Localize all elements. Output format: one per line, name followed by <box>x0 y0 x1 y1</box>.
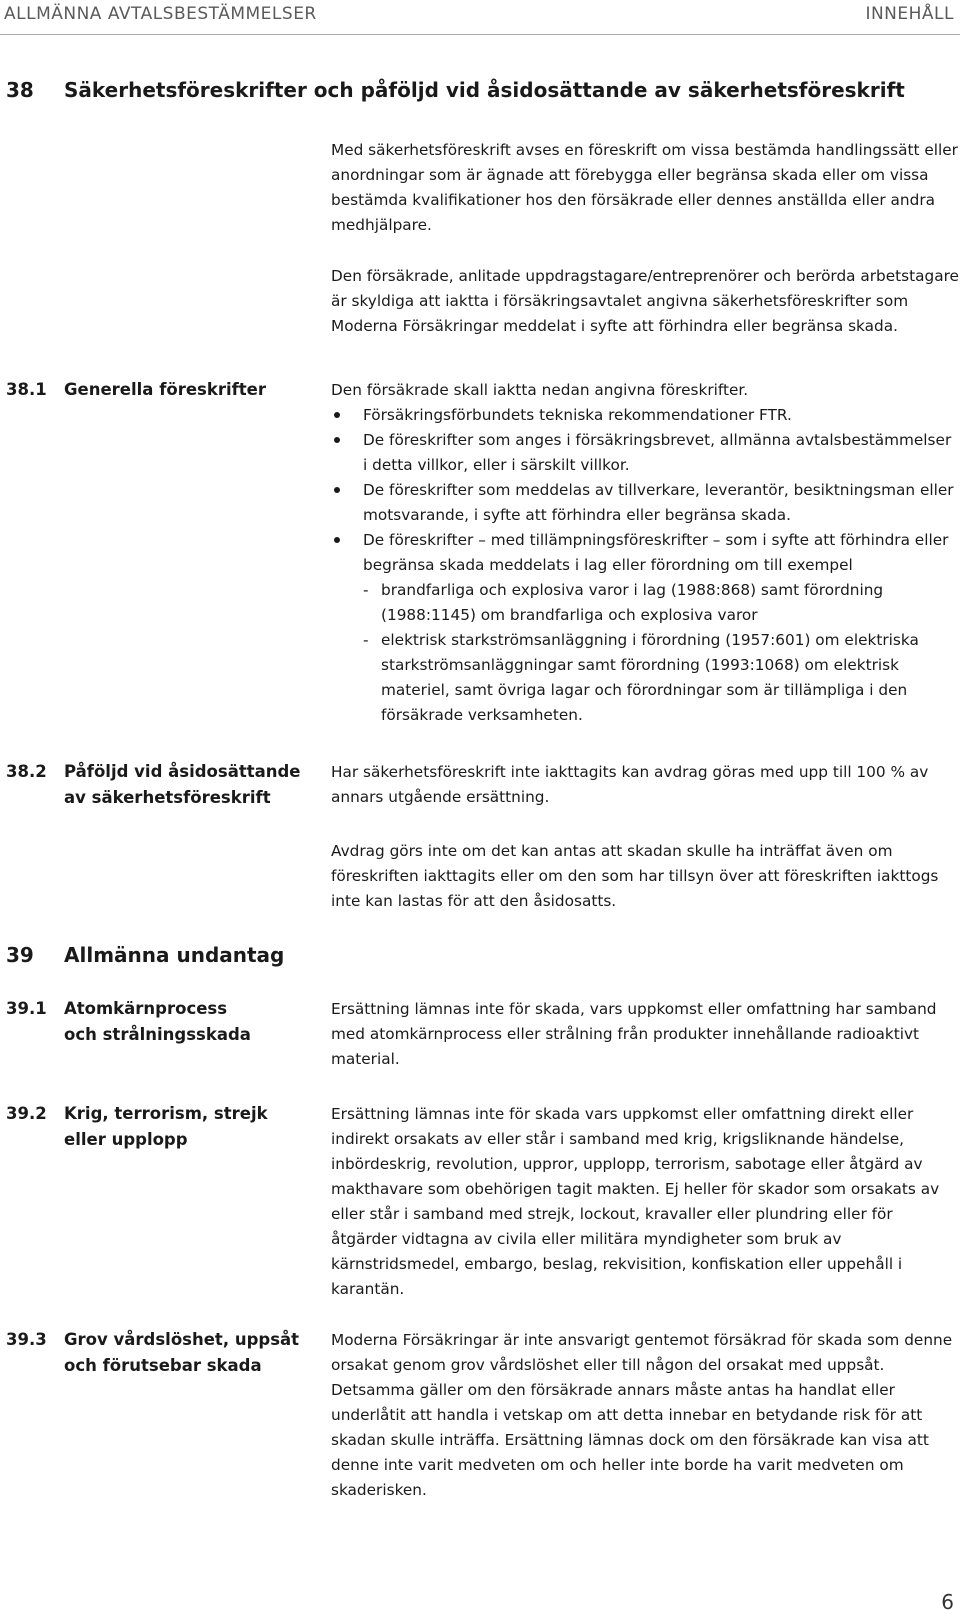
dash-marker: - <box>363 581 369 599</box>
paragraph: Moderna Försäkringar är inte ansvarigt gentemot försäkrad för skada som denne orsakat genom grov vårdslöshet eller till någon del orsakat med uppsåt. Detsamma gäller om den försäkrade annars måste antas ha handlat eller underlåtit att handla i vetskap om att detta innebar en betydande risk för att skadan skulle inträffa. Ersättning lämnas dock om den försäkrade kan visa att denne inte varit medveten om och heller inte borde ha varit medveten om skaderisken. <box>331 1331 953 1499</box>
subsection-title-line: eller upplopp <box>64 1130 188 1149</box>
section-38-intro <box>331 138 959 238</box>
lead-paragraph: Den försäkrade skall iaktta nedan angivna föreskrifter. <box>331 381 749 399</box>
bullet-item: De föreskrifter som anges i försäkringsbrevet, allmänna avtalsbestämmelser i detta villkor, eller i särskilt villkor. <box>331 428 959 478</box>
section-39-heading <box>6 943 284 967</box>
subsection-38-2-heading <box>6 759 301 811</box>
subsection-39-3-body <box>331 1328 959 1503</box>
subsection-39-3-heading <box>6 1327 299 1379</box>
paragraph: Ersättning lämnas inte för skada vars uppkomst eller omfattning direkt eller indirekt orsakats av eller står i samband med krig, krigsliknande händelse, inbördeskrig, revolution, uppror, upplopp, terrorism, sabotage eller åtgärd av makthavare som obehörigen tagit makten. Ej heller för skador som orsakats av eller står i samband med strejk, lockout, kravaller eller plundring eller för åtgärder vidtagna av civila eller militära myndigheter som bruk av kärnstridsmedel, embargo, beslag, rekvisition, konfiskation eller uppehåll i karantän. <box>331 1105 940 1298</box>
subsection-38-2-body <box>331 760 959 810</box>
subsection-39-2-heading <box>6 1101 268 1153</box>
paragraph: Ersättning lämnas inte för skada, vars uppkomst eller omfattning har samband med atomkärnprocess eller strålning från produkter innehållande radioaktivt material. <box>331 1000 937 1068</box>
subsection-38-1-heading <box>6 377 266 403</box>
subsection-number: 39.2 <box>6 1104 47 1123</box>
subsection-title-line: Påföljd vid åsidosättande <box>64 762 301 781</box>
dash-item-text: brandfarliga och explosiva varor i lag (1988:868) samt förordning (1988:1145) om brandfarliga och explosiva varor <box>381 581 884 624</box>
section-38-heading <box>6 78 905 102</box>
header-divider <box>0 34 960 35</box>
dash-marker: - <box>363 631 369 649</box>
subsection-title-line: och strålningsskada <box>64 1025 251 1044</box>
subsection-38-2-body-continued <box>331 839 959 914</box>
table-of-contents-link[interactable]: INNEHÅLL <box>865 4 954 24</box>
dash-item <box>331 628 959 728</box>
subsection-38-1-body <box>331 378 959 728</box>
bullet-item: De föreskrifter som meddelas av tillverkare, leverantör, besiktningsman eller motsvarande, i syfte att förhindra eller begränsa skada. <box>331 478 959 528</box>
subsection-39-1-heading <box>6 996 251 1048</box>
subsection-title-line: av säkerhetsföreskrift <box>64 788 271 807</box>
paragraph: Den försäkrade, anlitade uppdragstagare/entreprenörer och berörda arbetstagare är skyldiga att iaktta i försäkringsavtalet angivna säkerhetsföreskrifter som Moderna Försäkringar meddelat i syfte att förhindra eller begränsa skada. <box>331 267 959 335</box>
subsection-title-line: Krig, terrorism, strejk <box>64 1104 268 1123</box>
subsection-39-2-body <box>331 1102 959 1302</box>
subsection-title-line: Atomkärnprocess <box>64 999 228 1018</box>
subsection-title-line: Grov vårdslöshet, uppsåt <box>64 1330 300 1349</box>
section-title: Säkerhetsföreskrifter och påföljd vid åsidosättande av säkerhetsföreskrift <box>64 78 905 102</box>
subsection-title: Generella föreskrifter <box>64 380 267 399</box>
paragraph: Med säkerhetsföreskrift avses en föreskrift om vissa bestämda handlingssätt eller anordningar som är ägnade att förebygga eller begränsa skada eller om vissa bestämda kvalifikationer hos den försäkrade eller dennes anställda eller andra medhjälpare. <box>331 141 958 234</box>
paragraph: Har säkerhetsföreskrift inte iakttagits kan avdrag göras med upp till 100 % av annars utgående ersättning. <box>331 763 929 806</box>
dash-item-text: elektrisk starkströmsanläggning i förordning (1957:601) om elektriska starkströmsanläggningar samt förordning (1993:1068) om elektrisk materiel, samt övriga lagar och förordningar som är tillämpliga i den försäkrade verksamheten. <box>381 631 919 724</box>
paragraph: Avdrag görs inte om det kan antas att skadan skulle ha inträffat även om föreskriften iakttagits eller om den som har tillsyn över att föreskriften iakttogs inte kan lastas för att den åsidosatts. <box>331 842 939 910</box>
dash-item <box>331 578 959 628</box>
subsection-number: 39.1 <box>6 999 47 1018</box>
bullet-item: De föreskrifter – med tillämpningsföreskrifter – som i syfte att förhindra eller begränsa skada meddelats i lag eller förordning om till exempel <box>331 528 959 578</box>
subsection-title-line: och förutsebar skada <box>64 1356 262 1375</box>
bullet-item: Försäkringsförbundets tekniska rekommendationer FTR. <box>331 403 959 428</box>
subsection-39-1-body <box>331 997 959 1072</box>
subsection-number: 38.1 <box>6 380 47 399</box>
section-title: Allmänna undantag <box>64 943 285 967</box>
section-38-obligation <box>331 264 959 339</box>
subsection-number: 39.3 <box>6 1330 47 1349</box>
subsection-number: 38.2 <box>6 762 47 781</box>
page-number: 6 <box>941 1590 954 1614</box>
running-header-title: ALLMÄNNA AVTALSBESTÄMMELSER <box>4 4 317 24</box>
section-number: 39 <box>6 943 34 967</box>
section-number: 38 <box>6 78 34 102</box>
